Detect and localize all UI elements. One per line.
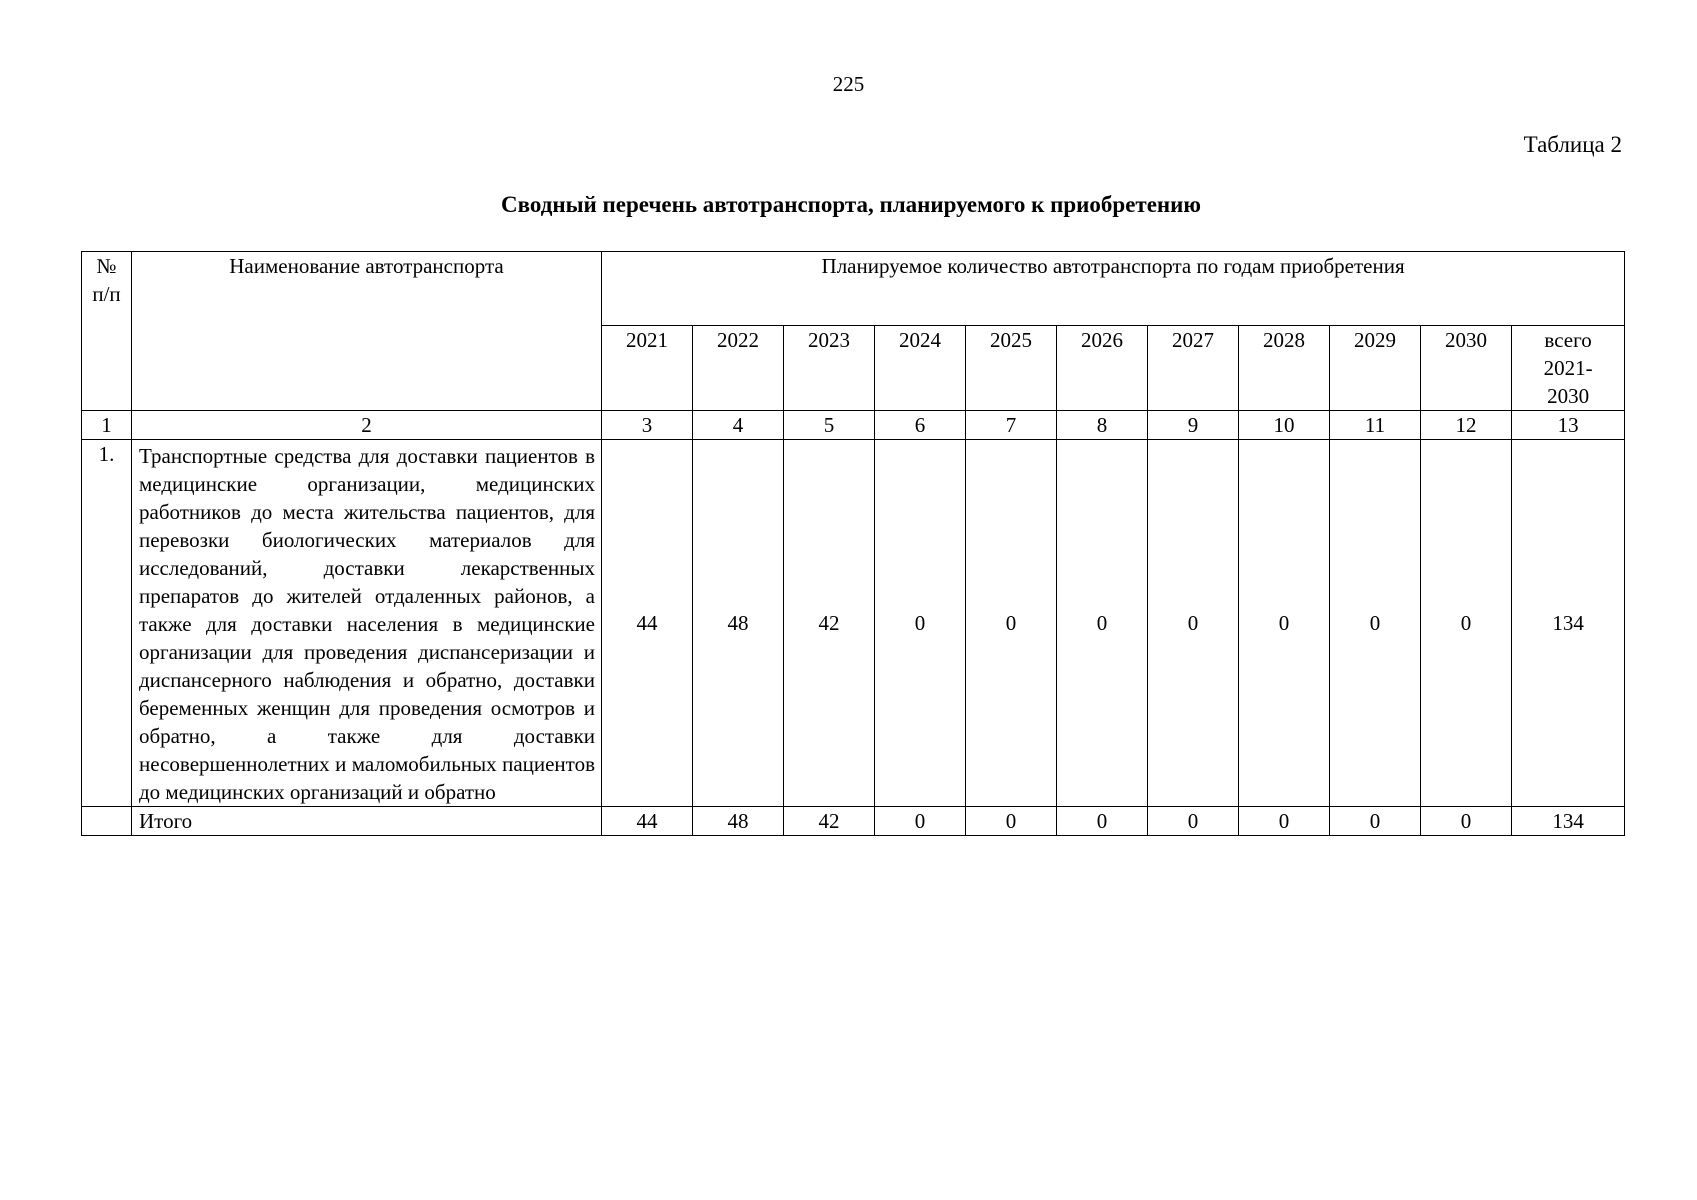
- total-value: 48: [693, 807, 784, 836]
- row-value: 0: [1330, 440, 1421, 807]
- row-value: 42: [784, 440, 875, 807]
- row-total: 134: [1512, 440, 1625, 807]
- header-year: 2025: [966, 326, 1057, 411]
- column-number: 5: [784, 411, 875, 440]
- column-number: 13: [1512, 411, 1625, 440]
- row-num: 1.: [82, 440, 132, 807]
- row-value: 0: [1148, 440, 1239, 807]
- row-value: 0: [875, 440, 966, 807]
- table-row: [82, 440, 1625, 807]
- header-year: 2029: [1330, 326, 1421, 411]
- header-name: Наименование автотранспорта: [132, 252, 602, 411]
- header-year: 2023: [784, 326, 875, 411]
- header-year: 2022: [693, 326, 784, 411]
- header-year: 2026: [1057, 326, 1148, 411]
- total-grand: 134: [1512, 807, 1625, 836]
- row-value: 48: [693, 440, 784, 807]
- row-value: 0: [966, 440, 1057, 807]
- column-number: 7: [966, 411, 1057, 440]
- total-value: 44: [602, 807, 693, 836]
- header-year: 2027: [1148, 326, 1239, 411]
- total-num-empty: [82, 807, 132, 836]
- header-year: 2030: [1421, 326, 1512, 411]
- row-value: 0: [1057, 440, 1148, 807]
- header-year: 2028: [1239, 326, 1330, 411]
- row-value: 0: [1421, 440, 1512, 807]
- total-value: 0: [1057, 807, 1148, 836]
- total-value: 0: [1330, 807, 1421, 836]
- column-number: 1: [82, 411, 132, 440]
- total-value: 0: [1148, 807, 1239, 836]
- column-number: 10: [1239, 411, 1330, 440]
- total-value: 0: [966, 807, 1057, 836]
- total-value: 0: [875, 807, 966, 836]
- header-year: 2021: [602, 326, 693, 411]
- column-number: 6: [875, 411, 966, 440]
- header-group: Планируемое количество автотранспорта по годам приобретения: [602, 252, 1625, 326]
- table-label: Таблица 2: [1523, 132, 1622, 157]
- row-value: 0: [1239, 440, 1330, 807]
- column-number: 2: [132, 411, 602, 440]
- header-total: всего 2021- 2030: [1512, 326, 1625, 411]
- total-label: Итого: [132, 807, 602, 836]
- total-value: 42: [784, 807, 875, 836]
- header-year: 2024: [875, 326, 966, 411]
- row-name: Транспортные средства для доставки пациентов в медицинские организации, медицинских работников до места жительства пациентов, для перевозки биологических материалов для исследований, доставки лекарственных препаратов до жителей отдаленных районов, а также для доставки населения в медицинские организации для проведения диспансеризации и диспансерного наблюдения и обратно, доставки беременных женщин для проведения осмотров и обратно, а также для доставки несовершеннолетних и маломобильных пациентов до медицинских организаций и обратно: [132, 440, 602, 807]
- column-number: 3: [602, 411, 693, 440]
- total-value: 0: [1239, 807, 1330, 836]
- page-number: 225: [832, 72, 865, 96]
- header-num: № п/п: [82, 252, 132, 411]
- column-number: 12: [1421, 411, 1512, 440]
- vehicle-table: [81, 251, 1625, 836]
- total-value: 0: [1421, 807, 1512, 836]
- column-number: 11: [1330, 411, 1421, 440]
- total-row: [82, 807, 1625, 836]
- column-number: 8: [1057, 411, 1148, 440]
- row-value: 44: [602, 440, 693, 807]
- document-title: Сводный перечень автотранспорта, планируемого к приобретению: [501, 192, 1201, 217]
- column-number: 4: [693, 411, 784, 440]
- column-number: 9: [1148, 411, 1239, 440]
